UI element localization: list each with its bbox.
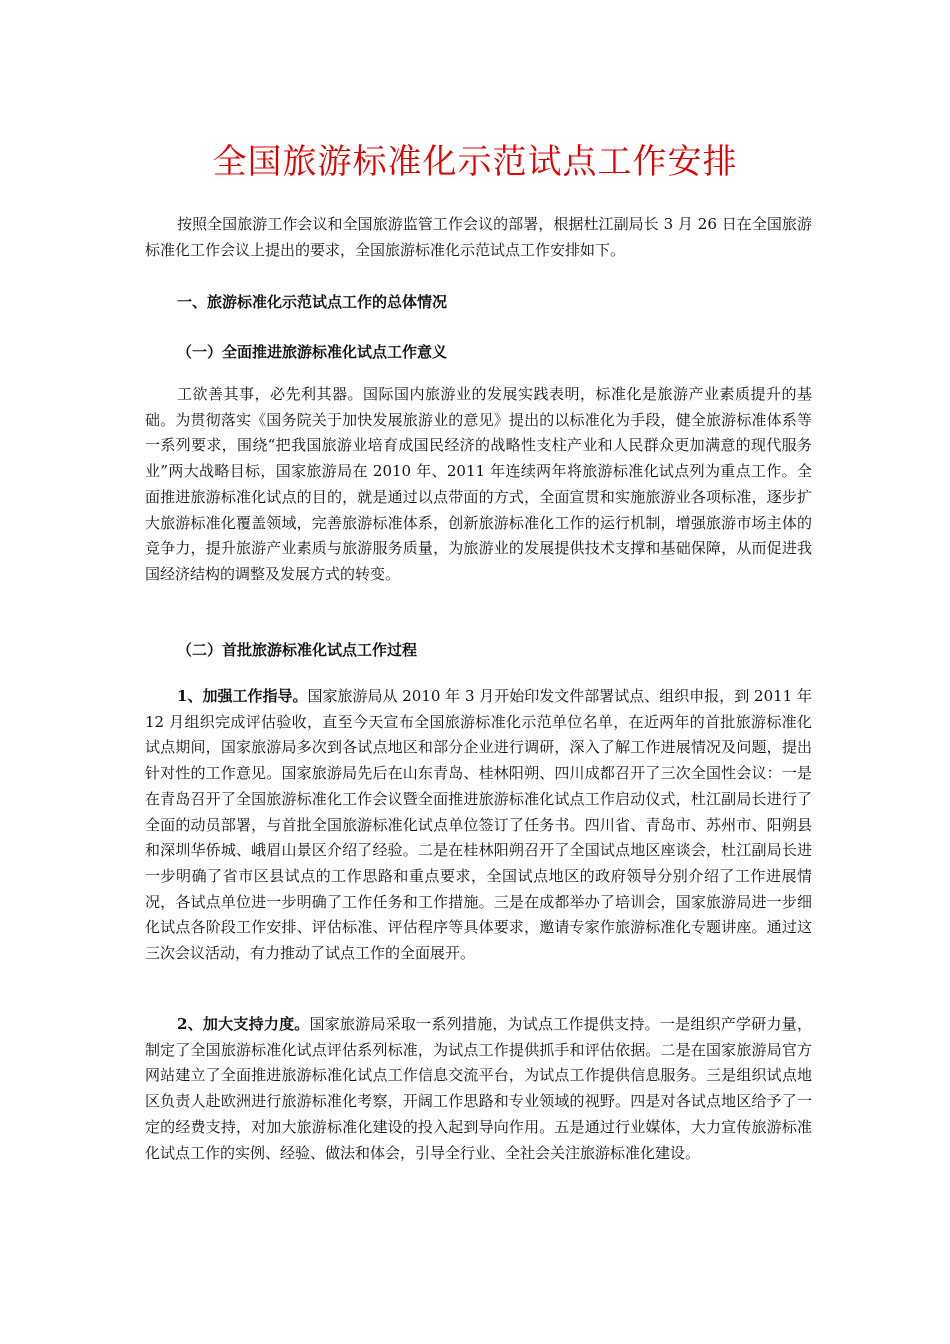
subsection-heading-2: （二）首批旅游标准化试点工作过程 bbox=[177, 641, 418, 659]
item-2-paragraph bbox=[145, 1012, 812, 1166]
section-heading-1: 一、旅游标准化示范试点工作的总体情况 bbox=[177, 293, 448, 311]
subsection-1-paragraph: 工欲善其事，必先利其器。国际国内旅游业的发展实践表明，标准化是旅游产业素质提升的基础。为贯彻落实《国务院关于加快发展旅游业的意见》提出的以标准化为手段，健全旅游标准体系等一系列要求，围绕“把我国旅游业培育成国民经济的战略性支柱产业和人民群众更加满意的现代服务业”两大战略目标，国家旅游局在 2010 年、2011 年连续两年将旅游标准化试点列为重点工作。全面推进旅游标准化试点的目的，就是通过以点带面的方式，全面宣贯和实施旅游业各项标准，逐步扩大旅游标准化覆盖领域，完善旅游标准体系，创新旅游标准化工作的运行机制，增强旅游市场主体的竞争力，提升旅游产业素质与旅游服务质量，为旅游业的发展提供技术支撑和基础保障，从而促进我国经济结构的调整及发展方式的转变。 bbox=[145, 385, 812, 583]
item-2-text: 国家旅游局采取一系列措施，为试点工作提供支持。一是组织产学研力量，制定了全国旅游标准化试点评估系列标准，为试点工作提供抓手和评估依据。二是在国家旅游局官方网站建立了全面推进旅游标准化试点工作信息交流平台，为试点工作提供信息服务。三是组织试点地区负责人赴欧洲进行旅游标准化考察，开阔工作思路和专业领域的视野。四是对各试点地区给予了一定的经费支持，对加大旅游标准化建设的投入起到导向作用。五是通过行业媒体，大力宣传旅游标准化试点工作的实例、经验、做法和体会，引导全行业、全社会关注旅游标准化建设。 bbox=[145, 1015, 812, 1162]
item-2-lead: 2、加大支持力度。 bbox=[177, 1015, 310, 1033]
document-title: 全国旅游标准化示范试点工作安排 bbox=[212, 142, 738, 182]
item-1-paragraph bbox=[145, 684, 812, 967]
item-1-text: 国家旅游局从 2010 年 3 月开始印发文件部署试点、组织申报，到 2011 年 12 月组织完成评估验收，直至今天宣布全国旅游标准化示范单位名单，在近两年的首批旅游标准化试点期间，国家旅游局多次到各试点地区和部分企业进行调研，深入了解工作进展情况及问题，提出针对性的工作意见。国家旅游局先后在山东青岛、桂林阳朔、四川成都召开了三次全国性会议：一是在青岛召开了全国旅游标准化工作会议暨全面推进旅游标准化试点工作启动仪式，杜江副局长进行了全面的动员部署，与首批全国旅游标准化试点单位签订了任务书。四川省、青岛市、苏州市、阳朔县和深圳华侨城、峨眉山景区介绍了经验。二是在桂林阳朔召开了全国试点地区座谈会，杜江副局长进一步明确了省市区县试点的工作思路和重点要求，全国试点地区的政府领导分别介绍了工作进展情况，各试点单位进一步明确了工作任务和工作措施。三是在成都举办了培训会，国家旅游局进一步细化试点各阶段工作安排、评估标准、评估程序等具体要求，邀请专家作旅游标准化专题讲座。通过这三次会议活动，有力推动了试点工作的全面展开。 bbox=[145, 687, 812, 963]
subsection-heading-1: （一）全面推进旅游标准化试点工作意义 bbox=[177, 343, 448, 361]
item-1-lead: 1、加强工作指导。 bbox=[177, 687, 308, 705]
intro-paragraph: 按照全国旅游工作会议和全国旅游监管工作会议的部署，根据杜江副局长 3 月 26 日在全国旅游标准化工作会议上提出的要求，全国旅游标准化示范试点工作安排如下。 bbox=[145, 215, 812, 259]
